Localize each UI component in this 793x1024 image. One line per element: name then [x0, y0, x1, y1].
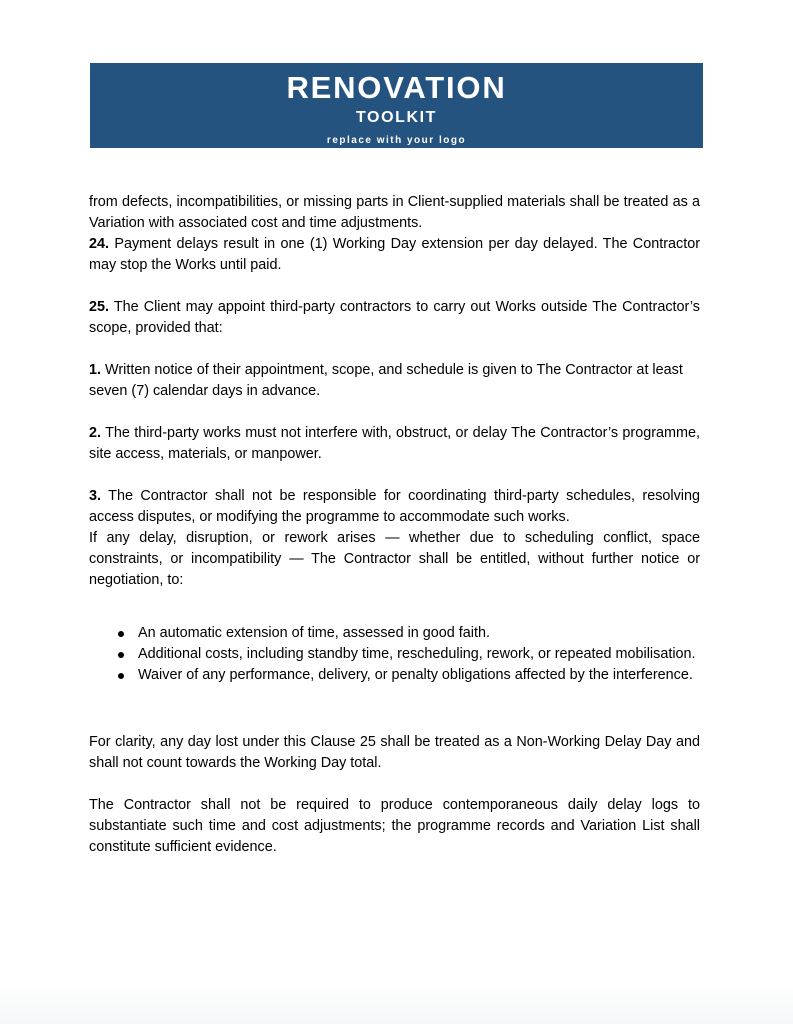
- sub-item-3-number: 3.: [89, 488, 102, 504]
- list-item-text: Additional costs, including standby time, rescheduling, rework, or repeated mobilisation.: [138, 646, 696, 662]
- clause-24: [89, 234, 700, 276]
- banner-title: RENOVATION: [286, 70, 507, 105]
- page-bottom-shadow: [0, 984, 793, 1024]
- sub-item-3-continuation: If any delay, disruption, or rework arises — whether due to scheduling conflict, space constraints, or incompatibility — The Contractor shall be entitled, without further notice or negotiation, to:: [89, 530, 700, 588]
- list-spacer: [89, 591, 700, 623]
- banner-subtitle: TOOLKIT: [355, 108, 438, 126]
- sub-item-2-text: The third-party works must not interfere with, obstruct, or delay The Contractor’s programme, site access, materials, or manpower.: [89, 425, 700, 462]
- list-item: [89, 665, 700, 686]
- section-spacer: [89, 686, 700, 718]
- paragraph-spacer: [89, 339, 700, 360]
- paragraph-clarity: For clarity, any day lost under this Clause 25 shall be treated as a Non-Working Delay Day and shall not count towards the Working Day total.: [89, 734, 700, 771]
- clause-24-number: 24.: [89, 236, 110, 252]
- sub-item-3: [89, 486, 700, 528]
- sub-item-2: [89, 423, 700, 465]
- sub-item-2-number: 2.: [89, 425, 102, 441]
- banner-tagline: replace with your logo: [326, 134, 467, 146]
- clause-24-text: Payment delays result in one (1) Working Day extension per day delayed. The Contractor may stop the Works until paid.: [89, 236, 700, 273]
- section-spacer: [89, 718, 700, 732]
- list-item-text: An automatic extension of time, assessed in good faith.: [138, 625, 490, 641]
- header-banner: [90, 63, 703, 148]
- list-item-text: Waiver of any performance, delivery, or penalty obligations affected by the interference.: [138, 667, 693, 683]
- paragraph-spacer: [89, 774, 700, 795]
- paragraph-spacer: [89, 465, 700, 486]
- sub-item-3-text: The Contractor shall not be responsible for coordinating third-party schedules, resolving access disputes, or modifying the programme to accommodate such works.: [89, 488, 700, 525]
- clause-25: [89, 297, 700, 339]
- paragraph-final: The Contractor shall not be required to produce contemporaneous daily delay logs to substantiate such time and cost adjustments; the programme records and Variation List shall constitute sufficient evidence.: [89, 797, 700, 855]
- sub-item-1: [89, 360, 700, 402]
- list-item: [89, 644, 700, 665]
- document-body: [89, 192, 700, 858]
- sub-item-1-text: Written notice of their appointment, scope, and schedule is given to The Contractor at least seven (7) calendar days in advance.: [89, 362, 683, 399]
- clause-25-number: 25.: [89, 299, 110, 315]
- sub-item-1-number: 1.: [89, 362, 102, 378]
- clause-25-text: The Client may appoint third-party contractors to carry out Works outside The Contractor’s scope, provided that:: [89, 299, 700, 336]
- paragraph-spacer: [89, 402, 700, 423]
- entitlements-list: [89, 623, 700, 686]
- list-item: [89, 623, 700, 644]
- paragraph-spacer: [89, 276, 700, 297]
- paragraph-continued: from defects, incompatibilities, or missing parts in Client-supplied materials shall be treated as a Variation with associated cost and time adjustments.: [89, 194, 700, 231]
